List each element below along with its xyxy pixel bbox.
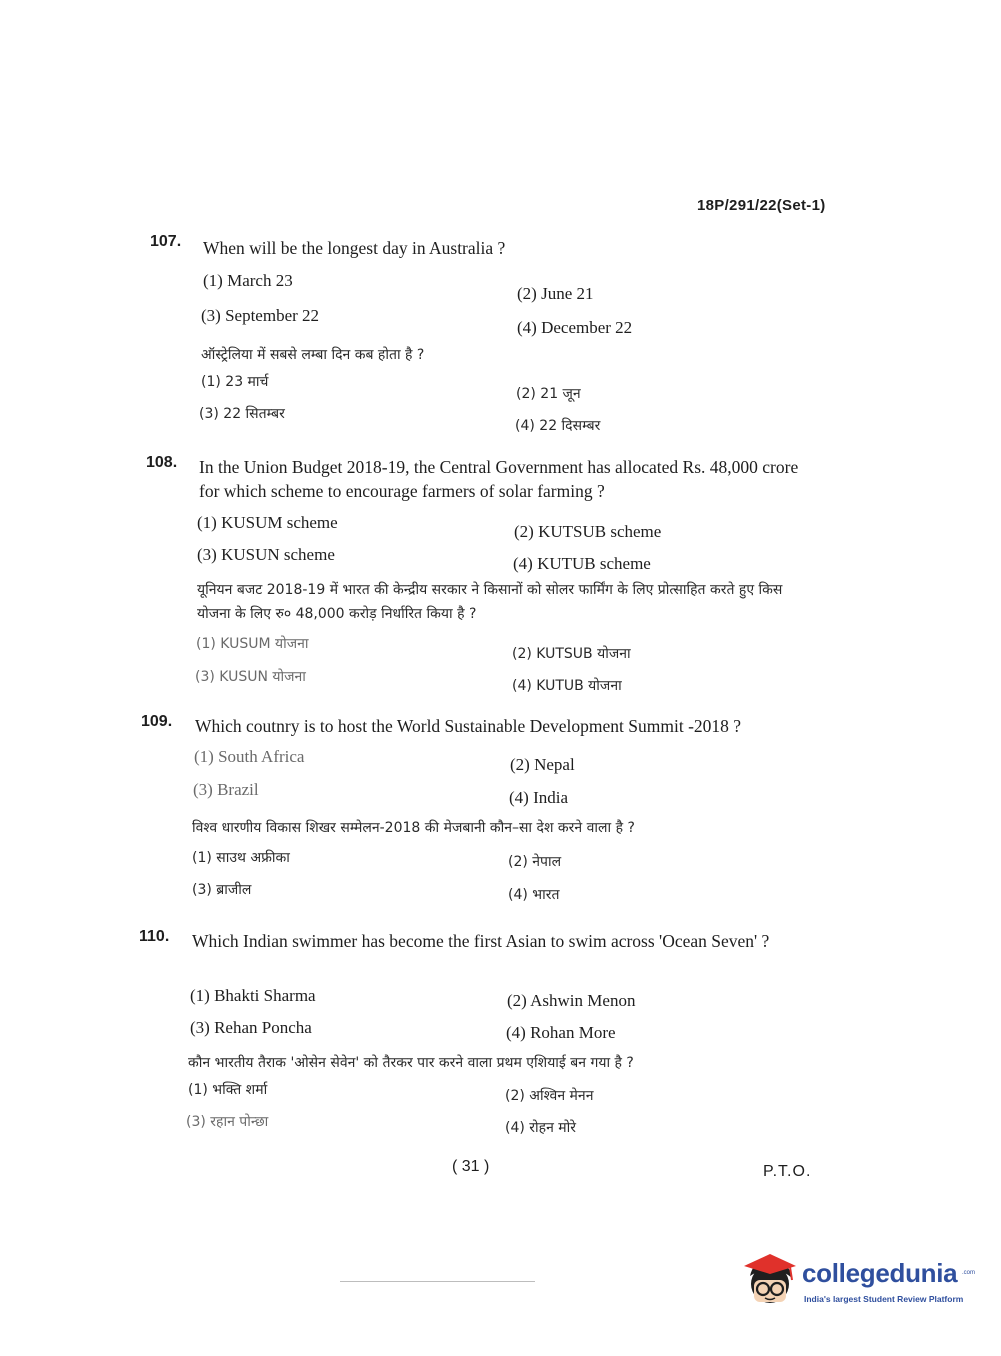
option-en: (3) September 22 — [201, 306, 320, 325]
option-en: (4) KUTUB scheme — [513, 554, 651, 573]
option-en: (4) December 22 — [517, 318, 633, 337]
option-en: (1) March 23 — [203, 271, 293, 290]
question-number: 108. — [146, 454, 178, 471]
option-en: (3) Brazil — [193, 780, 259, 799]
option-en: (2) Nepal — [510, 755, 575, 774]
question-text-en: When will be the longest day in Australia ? — [203, 238, 506, 258]
mascot-icon — [740, 1250, 800, 1310]
question-number: 107. — [150, 233, 182, 250]
logo-domain: .com — [962, 1270, 976, 1276]
question-number: 109. — [141, 713, 173, 730]
option-en: (3) KUSUN scheme — [197, 545, 335, 564]
question-text-en: Which Indian swimmer has become the first Asian to swim across 'Ocean Seven' ? — [192, 931, 770, 951]
option-en: (3) Rehan Poncha — [190, 1018, 312, 1037]
option-en: (1) KUSUM scheme — [197, 513, 338, 532]
option-hi: (4) 22 दिसम्बर — [515, 418, 601, 434]
option-hi: (3) 22 सितम्बर — [199, 406, 285, 422]
question-text-hi: यूनियन बजट 2018-19 में भारत की केन्द्रीय सरकार ने किसानों को सोलर फार्मिंग के लिए प्रोत्साहित करते हुए किस योजना के लिए रु० 48,000 करोड़ निर्धारित किया है ? — [197, 582, 783, 622]
option-en: (2) Ashwin Menon — [507, 991, 636, 1010]
logo-tagline: India's largest Student Review Platform — [804, 1294, 964, 1304]
option-hi: (4) भारत — [508, 887, 560, 903]
question-text-hi: ऑस्ट्रेलिया में सबसे लम्बा दिन कब होता है ? — [201, 347, 425, 363]
option-en: (4) Rohan More — [506, 1023, 616, 1042]
option-en: (1) Bhakti Sharma — [190, 986, 316, 1005]
option-hi: (4) रोहन मोरे — [505, 1120, 577, 1136]
option-hi: (3) KUSUN योजना — [195, 669, 306, 685]
option-hi: (1) 23 मार्च — [201, 374, 269, 390]
logo-wordmark: collegedunia — [802, 1258, 958, 1288]
option-en: (1) South Africa — [194, 747, 305, 766]
question-text-hi: विश्व धारणीय विकास शिखर सम्मेलन-2018 की मेजबानी कौन–सा देश करने वाला है ? — [192, 820, 635, 836]
option-en: (2) KUTSUB scheme — [514, 522, 662, 541]
collegedunia-logo — [740, 1250, 980, 1320]
option-hi: (2) नेपाल — [508, 854, 562, 870]
option-hi: (2) अश्विन मेनन — [505, 1088, 594, 1104]
pto-label: P.T.O. — [763, 1163, 812, 1180]
page-number: ( 31 ) — [452, 1158, 490, 1175]
option-en: (4) India — [509, 788, 569, 807]
option-hi: (2) KUTSUB योजना — [512, 646, 631, 662]
option-hi: (1) साउथ अफ्रीका — [192, 850, 290, 866]
scan-divider — [340, 1281, 535, 1282]
question-text-en: Which coutnry is to host the World Sustainable Development Summit -2018 ? — [195, 716, 742, 736]
question-text-en: In the Union Budget 2018-19, the Central Government has allocated Rs. 48,000 crore for which scheme to encourage farmers of solar farming ? — [199, 457, 799, 501]
option-en: (2) June 21 — [517, 284, 594, 303]
paper-code: 18P/291/22(Set-1) — [697, 197, 826, 214]
option-hi: (1) KUSUM योजना — [196, 636, 309, 652]
question-number: 110. — [139, 928, 170, 945]
option-hi: (1) भक्ति शर्मा — [188, 1082, 268, 1098]
option-hi: (3) ब्राजील — [192, 882, 252, 898]
option-hi: (3) रहान पोन्छा — [186, 1114, 269, 1130]
option-hi: (4) KUTUB योजना — [512, 678, 622, 694]
question-text-hi: कौन भारतीय तैराक 'ओसेन सेवेन' को तैरकर पार करने वाला प्रथम एशियाई बन गया है ? — [188, 1055, 634, 1071]
option-hi: (2) 21 जून — [516, 386, 581, 402]
